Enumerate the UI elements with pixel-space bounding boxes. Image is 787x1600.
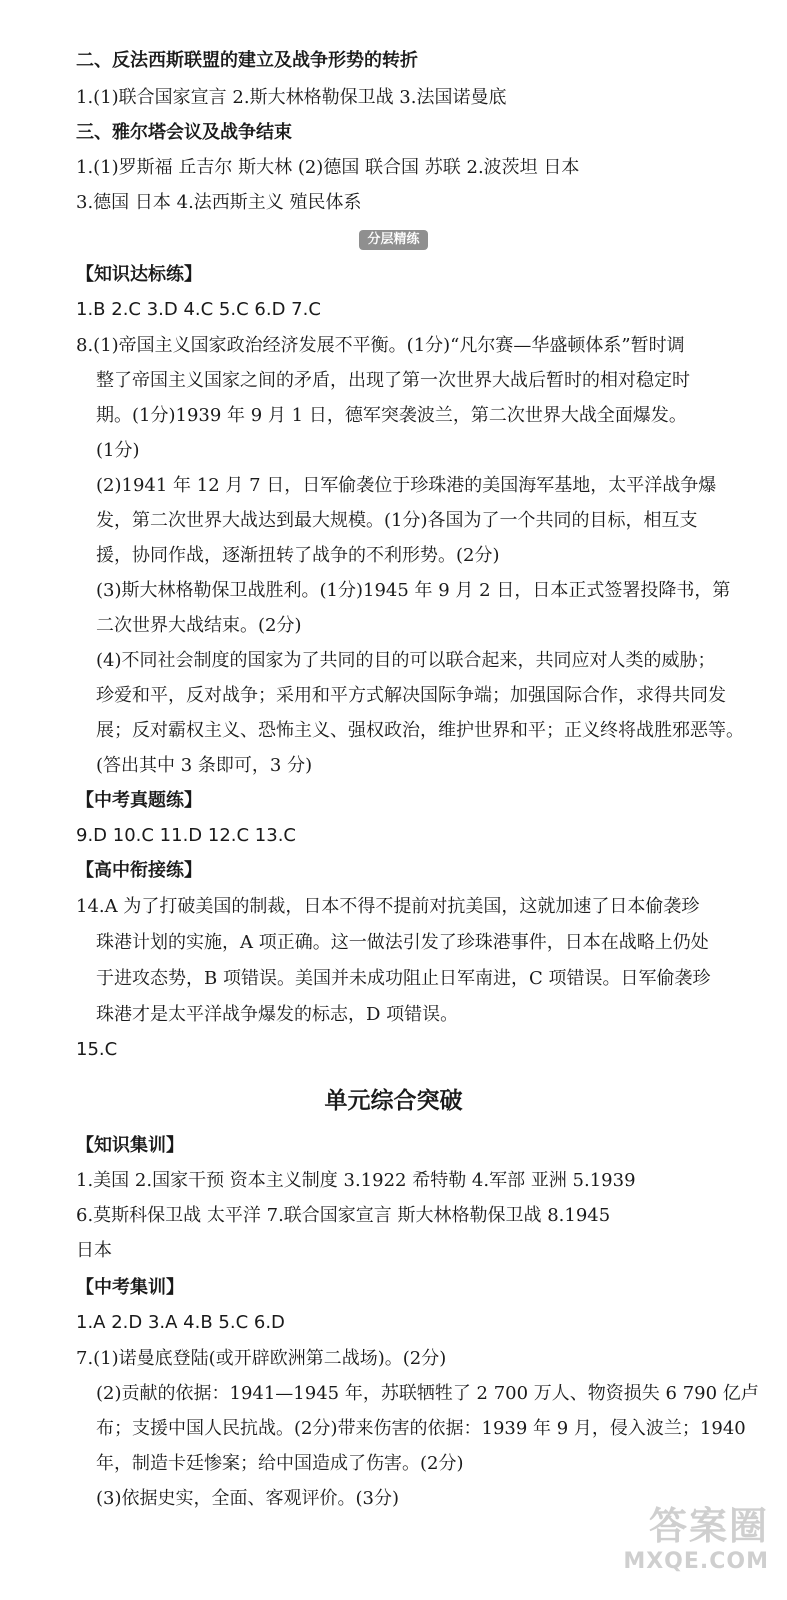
q8-line: 8.(1)帝国主义国家政治经济发展不平衡。(1分)“凡尔赛—华盛顿体系”暂时调 [76, 335, 685, 356]
q8-line: (1分) [96, 440, 140, 461]
unit-title: 单元综合突破 [324, 1087, 463, 1114]
q14-line: 14.A 为了打破美国的制裁，日本不得不提前对抗美国，这就加速了日本偷袭珍 [76, 896, 700, 917]
zk-jixun-answers: 1.A 2.D 3.A 4.B 5.C 6.D [76, 1312, 285, 1333]
knowledge-answers: 1.B 2.C 3.D 4.C 5.C 6.D 7.C [76, 299, 321, 320]
q14-line: 于进攻态势，B 项错误。美国并未成功阻止日军南进，C 项错误。日军偷袭珍 [96, 968, 711, 989]
knowledge-heading: 【知识达标练】 [76, 264, 202, 285]
layered-practice-banner [0, 228, 787, 250]
q8-line: 发，第二次世界大战达到最大规模。(1分)各国为了一个共同的目标，相互支 [96, 510, 698, 531]
zhongkao-answers: 9.D 10.C 11.D 12.C 13.C [76, 825, 296, 846]
zhongkao-heading: 【中考真题练】 [76, 790, 202, 811]
watermark-domain: MXQE.COM [623, 1549, 769, 1574]
watermark-logo-text: 答案圈 [648, 1504, 769, 1548]
q14-line: 珠港计划的实施，A 项正确。这一做法引发了珍珠港事件，日本在战略上仍处 [96, 932, 709, 953]
q8-line: (2)1941 年 12 月 7 日，日军偷袭位于珍珠港的美国海军基地，太平洋战争爆 [96, 475, 717, 496]
section3-answers-1: 1.(1)罗斯福 丘吉尔 斯大林 (2)德国 联合国 苏联 2.波茨坦 日本 [76, 157, 580, 178]
q14-line: 珠港才是太平洋战争爆发的标志，D 项错误。 [96, 1004, 459, 1025]
q7-line: 年，制造卡廷惨案；给中国造成了伤害。(2分) [96, 1453, 464, 1474]
q8-line: 二次世界大战结束。(2分) [96, 615, 302, 636]
section3-heading: 三、雅尔塔会议及战争结束 [76, 122, 292, 143]
jixun-heading: 【知识集训】 [76, 1135, 184, 1156]
gaozhong-heading: 【高中衔接练】 [76, 860, 202, 881]
q7-line: 7.(1)诺曼底登陆(或开辟欧洲第二战场)。(2分) [76, 1348, 447, 1369]
jixun-line: 6.莫斯科保卫战 太平洋 7.联合国家宣言 斯大林格勒保卫战 8.1945 [76, 1205, 611, 1226]
q8-line: (答出其中 3 条即可，3 分) [96, 755, 313, 776]
zk-jixun-heading: 【中考集训】 [76, 1277, 184, 1298]
site-watermark [559, 1504, 769, 1590]
section2-heading: 二、反法西斯联盟的建立及战争形势的转折 [76, 50, 418, 71]
section2-answers: 1.(1)联合国家宣言 2.斯大林格勒保卫战 3.法国诺曼底 [76, 87, 507, 108]
q8-line: 珍爱和平，反对战争；采用和平方式解决国际争端；加强国际合作，求得共同发 [96, 685, 726, 706]
jixun-line: 日本 [76, 1240, 112, 1261]
section3-answers-2: 3.德国 日本 4.法西斯主义 殖民体系 [76, 192, 362, 213]
q8-line: 援，协同作战，逐渐扭转了战争的不利形势。(2分) [96, 545, 500, 566]
q15-answer: 15.C [76, 1039, 118, 1060]
q7-line: 布；支援中国人民抗战。(2分)带来伤害的依据：1939 年 9 月，侵入波兰；1940 [96, 1418, 746, 1439]
q7-line: (2)贡献的依据：1941—1945 年，苏联牺牲了 2 700 万人、物资损失 6 790 亿卢 [96, 1383, 759, 1404]
q8-line: 整了帝国主义国家之间的矛盾，出现了第一次世界大战后暂时的相对稳定时 [96, 370, 690, 391]
layered-practice-badge: 分层精练 [359, 230, 427, 250]
jixun-line: 1.美国 2.国家干预 资本主义制度 3.1922 希特勒 4.军部 亚洲 5.1939 [76, 1170, 636, 1191]
q8-line: 期。(1分)1939 年 9 月 1 日，德军突袭波兰，第二次世界大战全面爆发。 [96, 405, 687, 426]
q8-line: 展；反对霸权主义、恐怖主义、强权政治，维护世界和平；正义终将战胜邪恶等。 [96, 720, 744, 741]
q8-line: (3)斯大林格勒保卫战胜利。(1分)1945 年 9 月 2 日，日本正式签署投降书，第 [96, 580, 731, 601]
q8-line: (4)不同社会制度的国家为了共同的目的可以联合起来，共同应对人类的威胁； [96, 650, 716, 671]
q7-line: (3)依据史实，全面、客观评价。(3分) [96, 1488, 399, 1509]
